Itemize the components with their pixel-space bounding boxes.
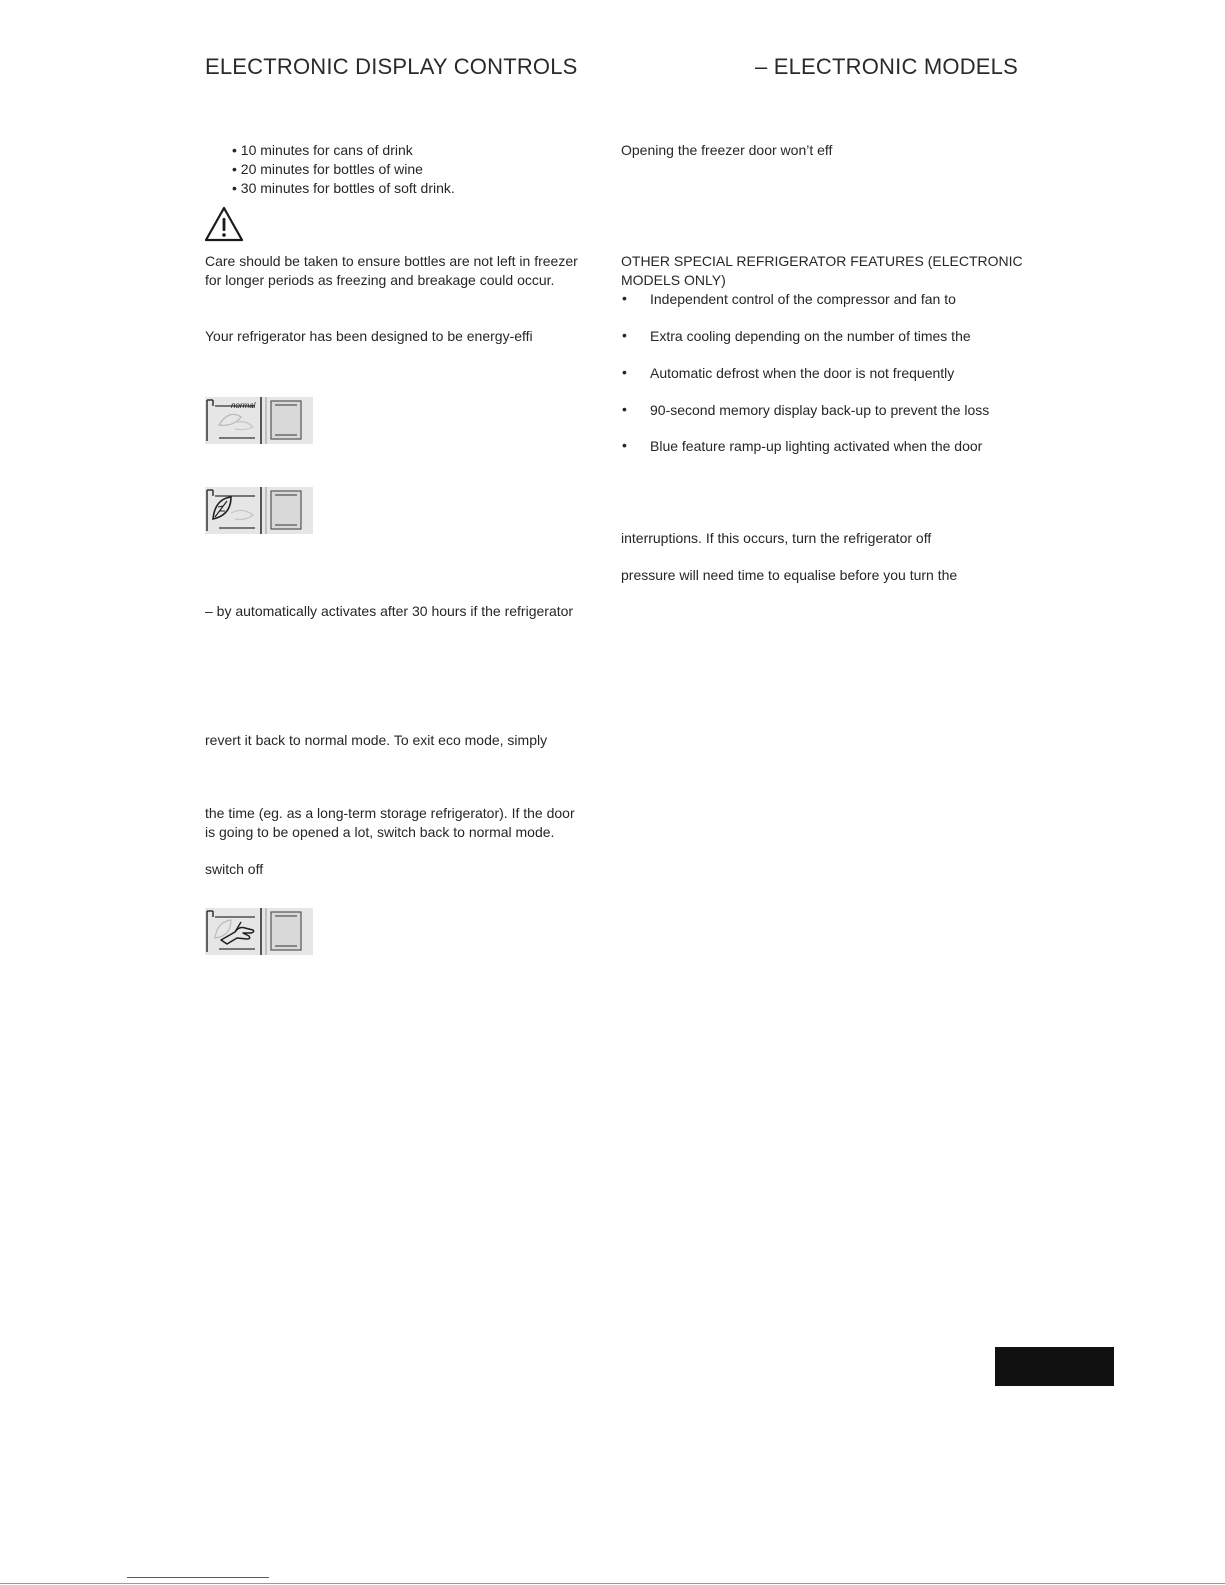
features-title: MODELS ONLY) xyxy=(621,272,726,288)
footer-link-underline[interactable] xyxy=(127,1577,269,1578)
storage-text: is going to be opened a lot, switch back to normal mode. xyxy=(205,824,555,840)
storage-text: the time (eg. as a long-term storage refrigerator). If the door xyxy=(205,805,575,821)
feature-item: Blue feature ramp-up lighting activated when the door xyxy=(650,438,983,454)
interruptions-text: interruptions. If this occurs, turn the refrigerator off xyxy=(621,530,932,546)
footer-rule xyxy=(0,1583,1225,1584)
feature-item: Extra cooling depending on the number of times the xyxy=(650,328,971,344)
feature-item: Automatic defrost when the door is not frequently xyxy=(650,365,955,381)
models-title: – ELECTRONIC MODELS xyxy=(755,54,1018,79)
pressure-text: pressure will need time to equalise before you turn the xyxy=(621,567,958,583)
caution-text: Care should be taken to ensure bottles are not left in freezer xyxy=(205,253,578,269)
feature-item: Independent control of the compressor and fan to xyxy=(650,291,956,307)
feature-item: 90-second memory display back-up to prevent the loss xyxy=(650,402,990,418)
revert-text: revert it back to normal mode. To exit eco mode, simply xyxy=(205,732,548,748)
section-title: ELECTRONIC DISPLAY CONTROLS xyxy=(205,54,578,79)
feature-bullet: • xyxy=(622,437,627,453)
warning-triangle-icon xyxy=(204,206,244,242)
chill-time-item: • 10 minutes for cans of drink xyxy=(232,142,413,158)
energy-text: Your refrigerator has been designed to be energy-effi xyxy=(205,328,533,344)
chill-time-item: • 20 minutes for bottles of wine xyxy=(232,161,423,177)
page-number-tab xyxy=(995,1347,1114,1386)
switch-off-display-icon xyxy=(205,908,313,955)
feature-bullet: • xyxy=(622,364,627,380)
feature-bullet: • xyxy=(622,290,627,306)
switch-off-text: switch off xyxy=(205,861,264,877)
normal-mode-display-icon xyxy=(205,397,313,444)
normal-mode-label: normal xyxy=(231,401,256,410)
feature-bullet: • xyxy=(622,327,627,343)
feature-bullet: • xyxy=(622,401,627,417)
chill-time-item: • 30 minutes for bottles of soft drink. xyxy=(232,180,455,196)
freezer-door-text: Opening the freezer door won’t eff xyxy=(621,142,833,158)
caution-text: for longer periods as freezing and breakage could occur. xyxy=(205,272,555,288)
features-title: OTHER SPECIAL REFRIGERATOR FEATURES (ELECTRONIC xyxy=(621,253,1023,269)
eco-mode-display-icon xyxy=(205,487,313,534)
eco-auto-text: – by automatically activates after 30 hours if the refrigerator xyxy=(205,603,574,619)
